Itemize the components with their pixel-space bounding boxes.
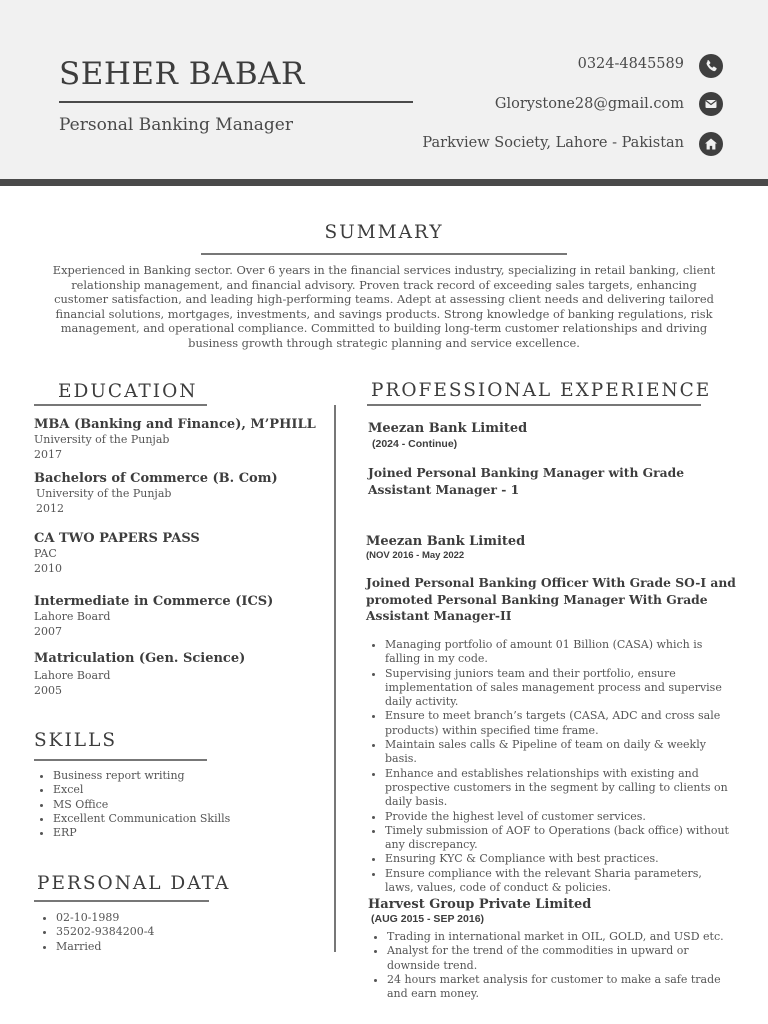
job-bullet: • Ensure to meet branch’s targets (CASA, ADC and cross sale products) within specified time frame.	[385, 709, 732, 738]
job-bullet: • Ensure compliance with the relevant Sharia parameters, laws, values, code of conduct & policies.	[385, 867, 732, 896]
job-bullet: • Maintain sales calls & Pipeline of team on daily & weekly basis.	[385, 738, 732, 767]
job-bullet: • Trading in international market in OIL, GOLD, and USD etc.	[387, 930, 734, 944]
education-year: 2005	[34, 683, 62, 697]
personal-data-item: • 35202-9384200-4	[56, 925, 317, 939]
phone-number: 0324-4845589	[577, 56, 684, 72]
job-title: Joined Personal Banking Manager with Grade Assistant Manager - 1	[368, 465, 685, 497]
job-dates: (NOV 2016 - May 2022	[366, 550, 465, 561]
job-bullets	[366, 638, 732, 895]
experience-title: PROFESSIONAL EXPERIENCE	[371, 380, 712, 401]
education-degree: Matriculation (Gen. Science)	[34, 651, 246, 666]
education-degree: Intermediate in Commerce (ICS)	[34, 594, 274, 609]
education-institution: Lahore Board	[34, 610, 111, 623]
personal-data-item: • Married	[56, 940, 317, 954]
skill-item: • Excellent Communication Skills	[53, 812, 324, 826]
personal-data-item: • 02-10-1989	[56, 911, 317, 925]
education-degree: Bachelors of Commerce (B. Com)	[34, 471, 278, 486]
address: Parkview Society, Lahore - Pakistan	[422, 135, 684, 151]
skill-item: • Business report writing	[53, 769, 324, 783]
education-item	[34, 594, 324, 639]
skill-item: • ERP	[53, 826, 324, 840]
job-bullet: • Timely submission of AOF to Operations (back office) without any discrepancy.	[385, 824, 732, 853]
mail-icon	[699, 92, 723, 116]
skills-title: SKILLS	[34, 730, 118, 751]
personal-data-title: PERSONAL DATA	[37, 873, 231, 894]
skill-item: • Excel	[53, 783, 324, 797]
home-icon	[699, 132, 723, 156]
personal-data-underline	[34, 900, 209, 902]
job-dates: (AUG 2015 - SEP 2016)	[371, 913, 485, 925]
education-institution: University of the Punjab	[36, 487, 172, 500]
summary-title: SUMMARY	[324, 222, 444, 243]
job-bullet: • 24 hours market analysis for customer to make a safe trade and earn money.	[387, 973, 734, 1002]
education-year: 2007	[34, 624, 62, 638]
education-institution: PAC	[34, 547, 57, 560]
candidate-name: SEHER BABAR	[59, 56, 305, 92]
education-item	[34, 417, 324, 462]
education-item	[34, 471, 324, 516]
summary-underline	[201, 253, 567, 255]
skill-item: • MS Office	[53, 798, 324, 812]
education-item	[34, 531, 324, 576]
job-title: Joined Personal Banking Officer With Grade SO-I and promoted Personal Banking Manager With Grade Assistant Manager-II	[366, 575, 736, 623]
education-year: 2010	[34, 561, 62, 575]
email-address: Glorystone28@gmail.com	[494, 96, 684, 112]
job-bullet: • Provide the highest level of customer services.	[385, 810, 732, 824]
job-company: Meezan Bank Limited	[366, 534, 526, 549]
education-underline	[34, 404, 207, 406]
phone-icon	[699, 54, 723, 78]
skills-underline	[34, 759, 207, 761]
skills-list	[34, 769, 324, 840]
experience-underline	[367, 404, 701, 406]
column-divider	[334, 405, 336, 952]
job-bullet: • Analyst for the trend of the commodities in upward or downside trend.	[387, 944, 734, 973]
job-bullet: • Ensuring KYC & Compliance with best practices.	[385, 852, 732, 866]
job-bullets	[368, 930, 734, 1001]
education-institution: Lahore Board	[34, 669, 111, 682]
job-bullet: • Managing portfolio of amount 01 Billion (CASA) which is falling in my code.	[385, 638, 732, 667]
job-company: Meezan Bank Limited	[368, 421, 528, 436]
candidate-role: Personal Banking Manager	[59, 115, 293, 135]
summary-text: Experienced in Banking sector. Over 6 years in the financial services industry, specializing in retail banking, client relationship management, and financial advisory. Proven track record of exceeding sales targets, enhancing customer satisfaction, and leading high-performing teams. Adept at assessing client needs and delivering tailored financial solutions, mortgages, investments, and savings products. Strong knowledge of banking regulations, risk management, and operational compliance. Committed to building long-term customer relationships and driving business growth through strategic planning and service excellence.	[52, 263, 716, 350]
education-institution: University of the Punjab	[34, 433, 170, 446]
job-bullet: • Supervising juniors team and their portfolio, ensure implementation of sales management process and supervise daily activity.	[385, 667, 732, 710]
education-title: EDUCATION	[58, 381, 198, 402]
job-company: Harvest Group Private Limited	[368, 897, 592, 912]
job-dates: (2024 - Continue)	[372, 438, 458, 450]
education-year: 2017	[34, 447, 62, 461]
name-underline	[59, 101, 413, 103]
education-item	[34, 651, 324, 698]
job-bullet: • Enhance and establishes relationships with existing and prospective customers in the segment by calling to clients on daily basis.	[385, 767, 732, 810]
personal-data-list	[37, 911, 317, 954]
education-degree: MBA (Banking and Finance), M’PHILL	[34, 417, 316, 432]
education-year: 2012	[36, 501, 64, 515]
header-divider-bar	[0, 179, 768, 186]
education-degree: CA TWO PAPERS PASS	[34, 531, 200, 546]
